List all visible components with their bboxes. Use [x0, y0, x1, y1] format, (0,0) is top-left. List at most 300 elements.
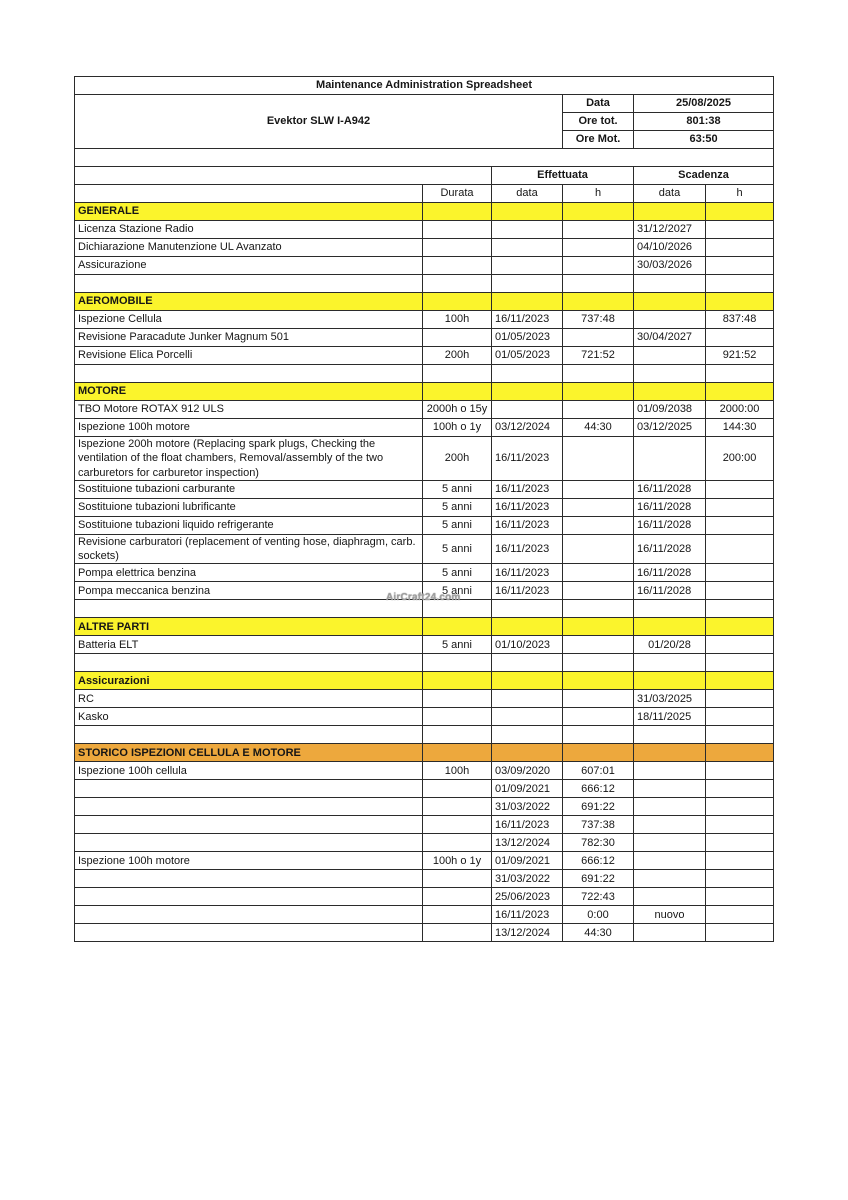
eff-data-cell: 16/11/2023 [492, 582, 563, 600]
desc-cell: Ispezione 200h motore (Replacing spark plugs, Checking the ventilation of the float chambers, Removal/assembly of the two carburetors for carburetor inspection) [75, 437, 423, 481]
section-cell [706, 672, 774, 690]
section-cell [492, 672, 563, 690]
section-label: GENERALE [75, 203, 423, 221]
eff-data-cell: 16/11/2023 [492, 498, 563, 516]
durata-cell: 100h [423, 762, 492, 780]
column-header-scad-data: data [634, 185, 706, 203]
group-header-scadenza: Scadenza [634, 167, 774, 185]
spacer-row [75, 726, 774, 744]
eff-h-cell [563, 221, 634, 239]
desc-cell: TBO Motore ROTAX 912 ULS [75, 401, 423, 419]
section-cell [563, 293, 634, 311]
scad-h-cell [706, 798, 774, 816]
durata-cell: 100h o 1y [423, 852, 492, 870]
scad-data-cell: nuovo [634, 906, 706, 924]
scad-data-cell: 31/12/2027 [634, 221, 706, 239]
desc-cell [75, 888, 423, 906]
durata-cell [423, 239, 492, 257]
durata-cell: 5 anni [423, 516, 492, 534]
scad-h-cell: 144:30 [706, 419, 774, 437]
item-row [75, 437, 774, 481]
eff-h-cell [563, 239, 634, 257]
eff-data-cell: 03/12/2024 [492, 419, 563, 437]
item-row [75, 852, 774, 870]
section-label: ALTRE PARTI [75, 618, 423, 636]
item-row [75, 888, 774, 906]
desc-cell: Ispezione Cellula [75, 311, 423, 329]
eff-h-cell [563, 516, 634, 534]
spacer-row [75, 654, 774, 672]
item-row [75, 816, 774, 834]
scad-data-cell [634, 852, 706, 870]
spacer-cell [492, 275, 563, 293]
scad-h-cell [706, 816, 774, 834]
desc-cell [75, 780, 423, 798]
spacer-cell [634, 654, 706, 672]
eff-data-cell: 16/11/2023 [492, 516, 563, 534]
group-header-effettuata: Effettuata [492, 167, 634, 185]
eff-h-cell [563, 498, 634, 516]
durata-cell: 2000h o 15y [423, 401, 492, 419]
header-row-1 [75, 95, 774, 113]
desc-cell: Kasko [75, 708, 423, 726]
durata-cell: 100h o 1y [423, 419, 492, 437]
scad-data-cell [634, 798, 706, 816]
scad-h-cell [706, 708, 774, 726]
spacer-cell [706, 654, 774, 672]
item-row [75, 582, 774, 600]
section-cell [706, 383, 774, 401]
desc-cell [75, 816, 423, 834]
spacer-cell [492, 654, 563, 672]
scad-h-cell [706, 534, 774, 564]
section-cell [706, 744, 774, 762]
durata-cell [423, 816, 492, 834]
spacer-cell [75, 726, 423, 744]
section-cell [423, 203, 492, 221]
desc-cell: Licenza Stazione Radio [75, 221, 423, 239]
spacer-cell [563, 275, 634, 293]
scad-data-cell: 16/11/2028 [634, 534, 706, 564]
section-cell [634, 672, 706, 690]
scad-h-cell [706, 834, 774, 852]
group-header-spacer [75, 167, 492, 185]
spacer-cell [634, 365, 706, 383]
item-row [75, 329, 774, 347]
eff-h-cell: 44:30 [563, 419, 634, 437]
section-cell [492, 383, 563, 401]
section-cell [492, 203, 563, 221]
item-row [75, 516, 774, 534]
desc-cell [75, 798, 423, 816]
section-cell [423, 383, 492, 401]
section-label: Assicurazioni [75, 672, 423, 690]
eff-h-cell: 721:52 [563, 347, 634, 365]
column-header-durata: Durata [423, 185, 492, 203]
eff-h-cell [563, 480, 634, 498]
eff-h-cell [563, 564, 634, 582]
desc-cell: Pompa elettrica benzina [75, 564, 423, 582]
item-row [75, 708, 774, 726]
scad-h-cell [706, 690, 774, 708]
item-row [75, 870, 774, 888]
eff-h-cell: 691:22 [563, 798, 634, 816]
item-row [75, 798, 774, 816]
desc-cell [75, 906, 423, 924]
section-cell [634, 618, 706, 636]
spacer-cell [423, 365, 492, 383]
scad-data-cell: 16/11/2028 [634, 480, 706, 498]
spacer-cell [423, 654, 492, 672]
info-value-ore-mot: 63:50 [634, 131, 774, 149]
desc-cell: Sostituione tubazioni lubrificante [75, 498, 423, 516]
spacer-cell [75, 365, 423, 383]
spacer-cell [75, 654, 423, 672]
section-cell [563, 383, 634, 401]
eff-h-cell [563, 534, 634, 564]
section-cell [706, 203, 774, 221]
durata-cell [423, 690, 492, 708]
eff-data-cell: 31/03/2022 [492, 798, 563, 816]
durata-cell [423, 798, 492, 816]
spacer-cell [492, 726, 563, 744]
item-row [75, 564, 774, 582]
desc-cell [75, 924, 423, 942]
eff-h-cell: 691:22 [563, 870, 634, 888]
section-cell [492, 293, 563, 311]
section-label: AEROMOBILE [75, 293, 423, 311]
eff-data-cell [492, 221, 563, 239]
eff-data-cell [492, 257, 563, 275]
scad-h-cell: 200:00 [706, 437, 774, 481]
eff-data-cell: 16/11/2023 [492, 437, 563, 481]
scad-h-cell [706, 636, 774, 654]
section-cell [563, 672, 634, 690]
section-cell [563, 744, 634, 762]
spacer-row [75, 600, 774, 618]
section-row [75, 744, 774, 762]
desc-cell: Ispezione 100h motore [75, 419, 423, 437]
scad-data-cell [634, 762, 706, 780]
column-header-eff-h: h [563, 185, 634, 203]
spacer-cell [563, 365, 634, 383]
scad-h-cell [706, 564, 774, 582]
spacer-cell [634, 726, 706, 744]
durata-cell [423, 888, 492, 906]
durata-cell: 5 anni [423, 480, 492, 498]
section-cell [706, 618, 774, 636]
durata-cell [423, 329, 492, 347]
item-row [75, 257, 774, 275]
desc-cell: RC [75, 690, 423, 708]
info-label-data: Data [563, 95, 634, 113]
column-header-scad-h: h [706, 185, 774, 203]
eff-data-cell: 01/10/2023 [492, 636, 563, 654]
durata-cell: 100h [423, 311, 492, 329]
eff-data-cell: 31/03/2022 [492, 870, 563, 888]
scad-h-cell [706, 906, 774, 924]
scad-data-cell: 03/12/2025 [634, 419, 706, 437]
item-row [75, 419, 774, 437]
durata-cell: 5 anni [423, 498, 492, 516]
desc-cell: Pompa meccanica benzina [75, 582, 423, 600]
durata-cell [423, 780, 492, 798]
section-cell [563, 618, 634, 636]
scad-h-cell: 837:48 [706, 311, 774, 329]
spacer-cell [706, 365, 774, 383]
eff-data-cell: 13/12/2024 [492, 924, 563, 942]
scad-h-cell [706, 924, 774, 942]
spacer-cell [563, 654, 634, 672]
eff-h-cell: 722:43 [563, 888, 634, 906]
scad-data-cell [634, 816, 706, 834]
spacer-row [75, 275, 774, 293]
eff-h-cell [563, 690, 634, 708]
spacer-cell [706, 275, 774, 293]
item-row [75, 636, 774, 654]
durata-cell: 5 anni [423, 534, 492, 564]
eff-data-cell: 01/05/2023 [492, 329, 563, 347]
section-row [75, 293, 774, 311]
item-row [75, 924, 774, 942]
eff-h-cell: 737:48 [563, 311, 634, 329]
info-label-ore-tot: Ore tot. [563, 113, 634, 131]
scad-h-cell [706, 582, 774, 600]
scad-data-cell: 16/11/2028 [634, 564, 706, 582]
eff-data-cell: 16/11/2023 [492, 534, 563, 564]
scad-h-cell [706, 221, 774, 239]
eff-h-cell [563, 329, 634, 347]
desc-cell: Sostituione tubazioni liquido refrigerante [75, 516, 423, 534]
eff-h-cell: 607:01 [563, 762, 634, 780]
aircraft-name: Evektor SLW I-A942 [75, 95, 563, 149]
scad-h-cell [706, 257, 774, 275]
scad-data-cell: 04/10/2026 [634, 239, 706, 257]
item-row [75, 906, 774, 924]
desc-cell: Revisione Elica Porcelli [75, 347, 423, 365]
scad-h-cell [706, 780, 774, 798]
scad-data-cell: 31/03/2025 [634, 690, 706, 708]
scad-data-cell [634, 437, 706, 481]
eff-h-cell: 666:12 [563, 852, 634, 870]
gap-row [75, 149, 774, 167]
eff-h-cell [563, 708, 634, 726]
scad-data-cell [634, 924, 706, 942]
scad-h-cell [706, 888, 774, 906]
scad-data-cell [634, 888, 706, 906]
scad-h-cell: 2000:00 [706, 401, 774, 419]
section-cell [423, 293, 492, 311]
item-row [75, 401, 774, 419]
scad-h-cell [706, 852, 774, 870]
desc-cell [75, 834, 423, 852]
eff-data-cell: 01/09/2021 [492, 780, 563, 798]
eff-data-cell: 16/11/2023 [492, 480, 563, 498]
spreadsheet [74, 76, 774, 942]
spacer-cell [492, 600, 563, 618]
eff-h-cell: 737:38 [563, 816, 634, 834]
eff-data-cell: 16/11/2023 [492, 311, 563, 329]
eff-h-cell [563, 636, 634, 654]
desc-cell: Ispezione 100h cellula [75, 762, 423, 780]
eff-h-cell: 0:00 [563, 906, 634, 924]
scad-data-cell [634, 834, 706, 852]
page-title: Maintenance Administration Spreadsheet [75, 77, 774, 95]
durata-cell [423, 906, 492, 924]
eff-h-cell [563, 582, 634, 600]
gap-cell [75, 149, 774, 167]
scad-h-cell [706, 762, 774, 780]
scad-data-cell [634, 870, 706, 888]
section-cell [423, 672, 492, 690]
eff-data-cell: 13/12/2024 [492, 834, 563, 852]
section-cell [423, 744, 492, 762]
eff-data-cell: 01/05/2023 [492, 347, 563, 365]
section-cell [634, 203, 706, 221]
spacer-cell [563, 726, 634, 744]
desc-cell [75, 870, 423, 888]
eff-h-cell: 666:12 [563, 780, 634, 798]
eff-h-cell [563, 401, 634, 419]
scad-data-cell: 01/20/28 [634, 636, 706, 654]
eff-data-cell: 16/11/2023 [492, 906, 563, 924]
eff-h-cell [563, 257, 634, 275]
section-cell [634, 383, 706, 401]
spacer-cell [634, 275, 706, 293]
spacer-cell [563, 600, 634, 618]
durata-cell: 200h [423, 437, 492, 481]
durata-cell: 5 anni [423, 636, 492, 654]
durata-cell [423, 834, 492, 852]
durata-cell [423, 870, 492, 888]
section-row [75, 672, 774, 690]
durata-cell [423, 924, 492, 942]
item-row [75, 347, 774, 365]
scad-h-cell [706, 239, 774, 257]
spacer-cell [706, 726, 774, 744]
item-row [75, 480, 774, 498]
item-row [75, 834, 774, 852]
section-cell [706, 293, 774, 311]
durata-cell [423, 257, 492, 275]
section-label: STORICO ISPEZIONI CELLULA E MOTORE [75, 744, 423, 762]
scad-h-cell [706, 498, 774, 516]
spacer-cell [75, 600, 423, 618]
durata-cell [423, 708, 492, 726]
scad-h-cell [706, 516, 774, 534]
section-cell [492, 744, 563, 762]
desc-cell: Revisione carburatori (replacement of venting hose, diaphragm, carb. sockets) [75, 534, 423, 564]
desc-cell: Dichiarazione Manutenzione UL Avanzato [75, 239, 423, 257]
spacer-row [75, 365, 774, 383]
section-label: MOTORE [75, 383, 423, 401]
eff-h-cell: 782:30 [563, 834, 634, 852]
scad-data-cell: 30/03/2026 [634, 257, 706, 275]
item-row [75, 762, 774, 780]
desc-cell: Revisione Paracadute Junker Magnum 501 [75, 329, 423, 347]
desc-cell: Ispezione 100h motore [75, 852, 423, 870]
scad-data-cell [634, 780, 706, 798]
section-cell [423, 618, 492, 636]
section-cell [634, 293, 706, 311]
item-row [75, 311, 774, 329]
durata-cell: 200h [423, 347, 492, 365]
desc-cell: Batteria ELT [75, 636, 423, 654]
info-value-data: 25/08/2025 [634, 95, 774, 113]
item-row [75, 534, 774, 564]
durata-cell [423, 221, 492, 239]
scad-data-cell: 01/09/2038 [634, 401, 706, 419]
eff-data-cell [492, 239, 563, 257]
spacer-cell [423, 275, 492, 293]
item-row [75, 221, 774, 239]
column-header-row [75, 185, 774, 203]
scad-data-cell: 16/11/2028 [634, 582, 706, 600]
eff-data-cell: 25/06/2023 [492, 888, 563, 906]
eff-data-cell: 16/11/2023 [492, 816, 563, 834]
scad-h-cell [706, 480, 774, 498]
eff-data-cell [492, 708, 563, 726]
scad-data-cell: 16/11/2028 [634, 516, 706, 534]
eff-data-cell: 03/09/2020 [492, 762, 563, 780]
info-label-ore-mot: Ore Mot. [563, 131, 634, 149]
scad-data-cell: 16/11/2028 [634, 498, 706, 516]
eff-data-cell [492, 401, 563, 419]
spacer-cell [423, 600, 492, 618]
scad-h-cell [706, 329, 774, 347]
section-row [75, 203, 774, 221]
scad-h-cell: 921:52 [706, 347, 774, 365]
eff-data-cell: 01/09/2021 [492, 852, 563, 870]
section-cell [563, 203, 634, 221]
eff-h-cell: 44:30 [563, 924, 634, 942]
section-row [75, 383, 774, 401]
section-cell [634, 744, 706, 762]
spacer-cell [492, 365, 563, 383]
info-value-ore-tot: 801:38 [634, 113, 774, 131]
group-header-row [75, 167, 774, 185]
column-header-spacer [75, 185, 423, 203]
spacer-cell [75, 275, 423, 293]
spacer-cell [634, 600, 706, 618]
item-row [75, 780, 774, 798]
title-row [75, 77, 774, 95]
scad-data-cell [634, 347, 706, 365]
desc-cell: Assicurazione [75, 257, 423, 275]
eff-data-cell: 16/11/2023 [492, 564, 563, 582]
item-row [75, 239, 774, 257]
maintenance-table [74, 76, 774, 942]
column-header-eff-data: data [492, 185, 563, 203]
eff-data-cell [492, 690, 563, 708]
spacer-cell [423, 726, 492, 744]
desc-cell: Sostituione tubazioni carburante [75, 480, 423, 498]
scad-h-cell [706, 870, 774, 888]
durata-cell: 5 anni [423, 564, 492, 582]
item-row [75, 498, 774, 516]
eff-h-cell [563, 437, 634, 481]
watermark: AirCraft24.com [386, 592, 461, 603]
scad-data-cell: 30/04/2027 [634, 329, 706, 347]
spacer-cell [706, 600, 774, 618]
table-body [75, 203, 774, 942]
durata-cell: 5 anni [423, 582, 492, 600]
section-cell [492, 618, 563, 636]
scad-data-cell: 18/11/2025 [634, 708, 706, 726]
section-row [75, 618, 774, 636]
item-row [75, 690, 774, 708]
scad-data-cell [634, 311, 706, 329]
